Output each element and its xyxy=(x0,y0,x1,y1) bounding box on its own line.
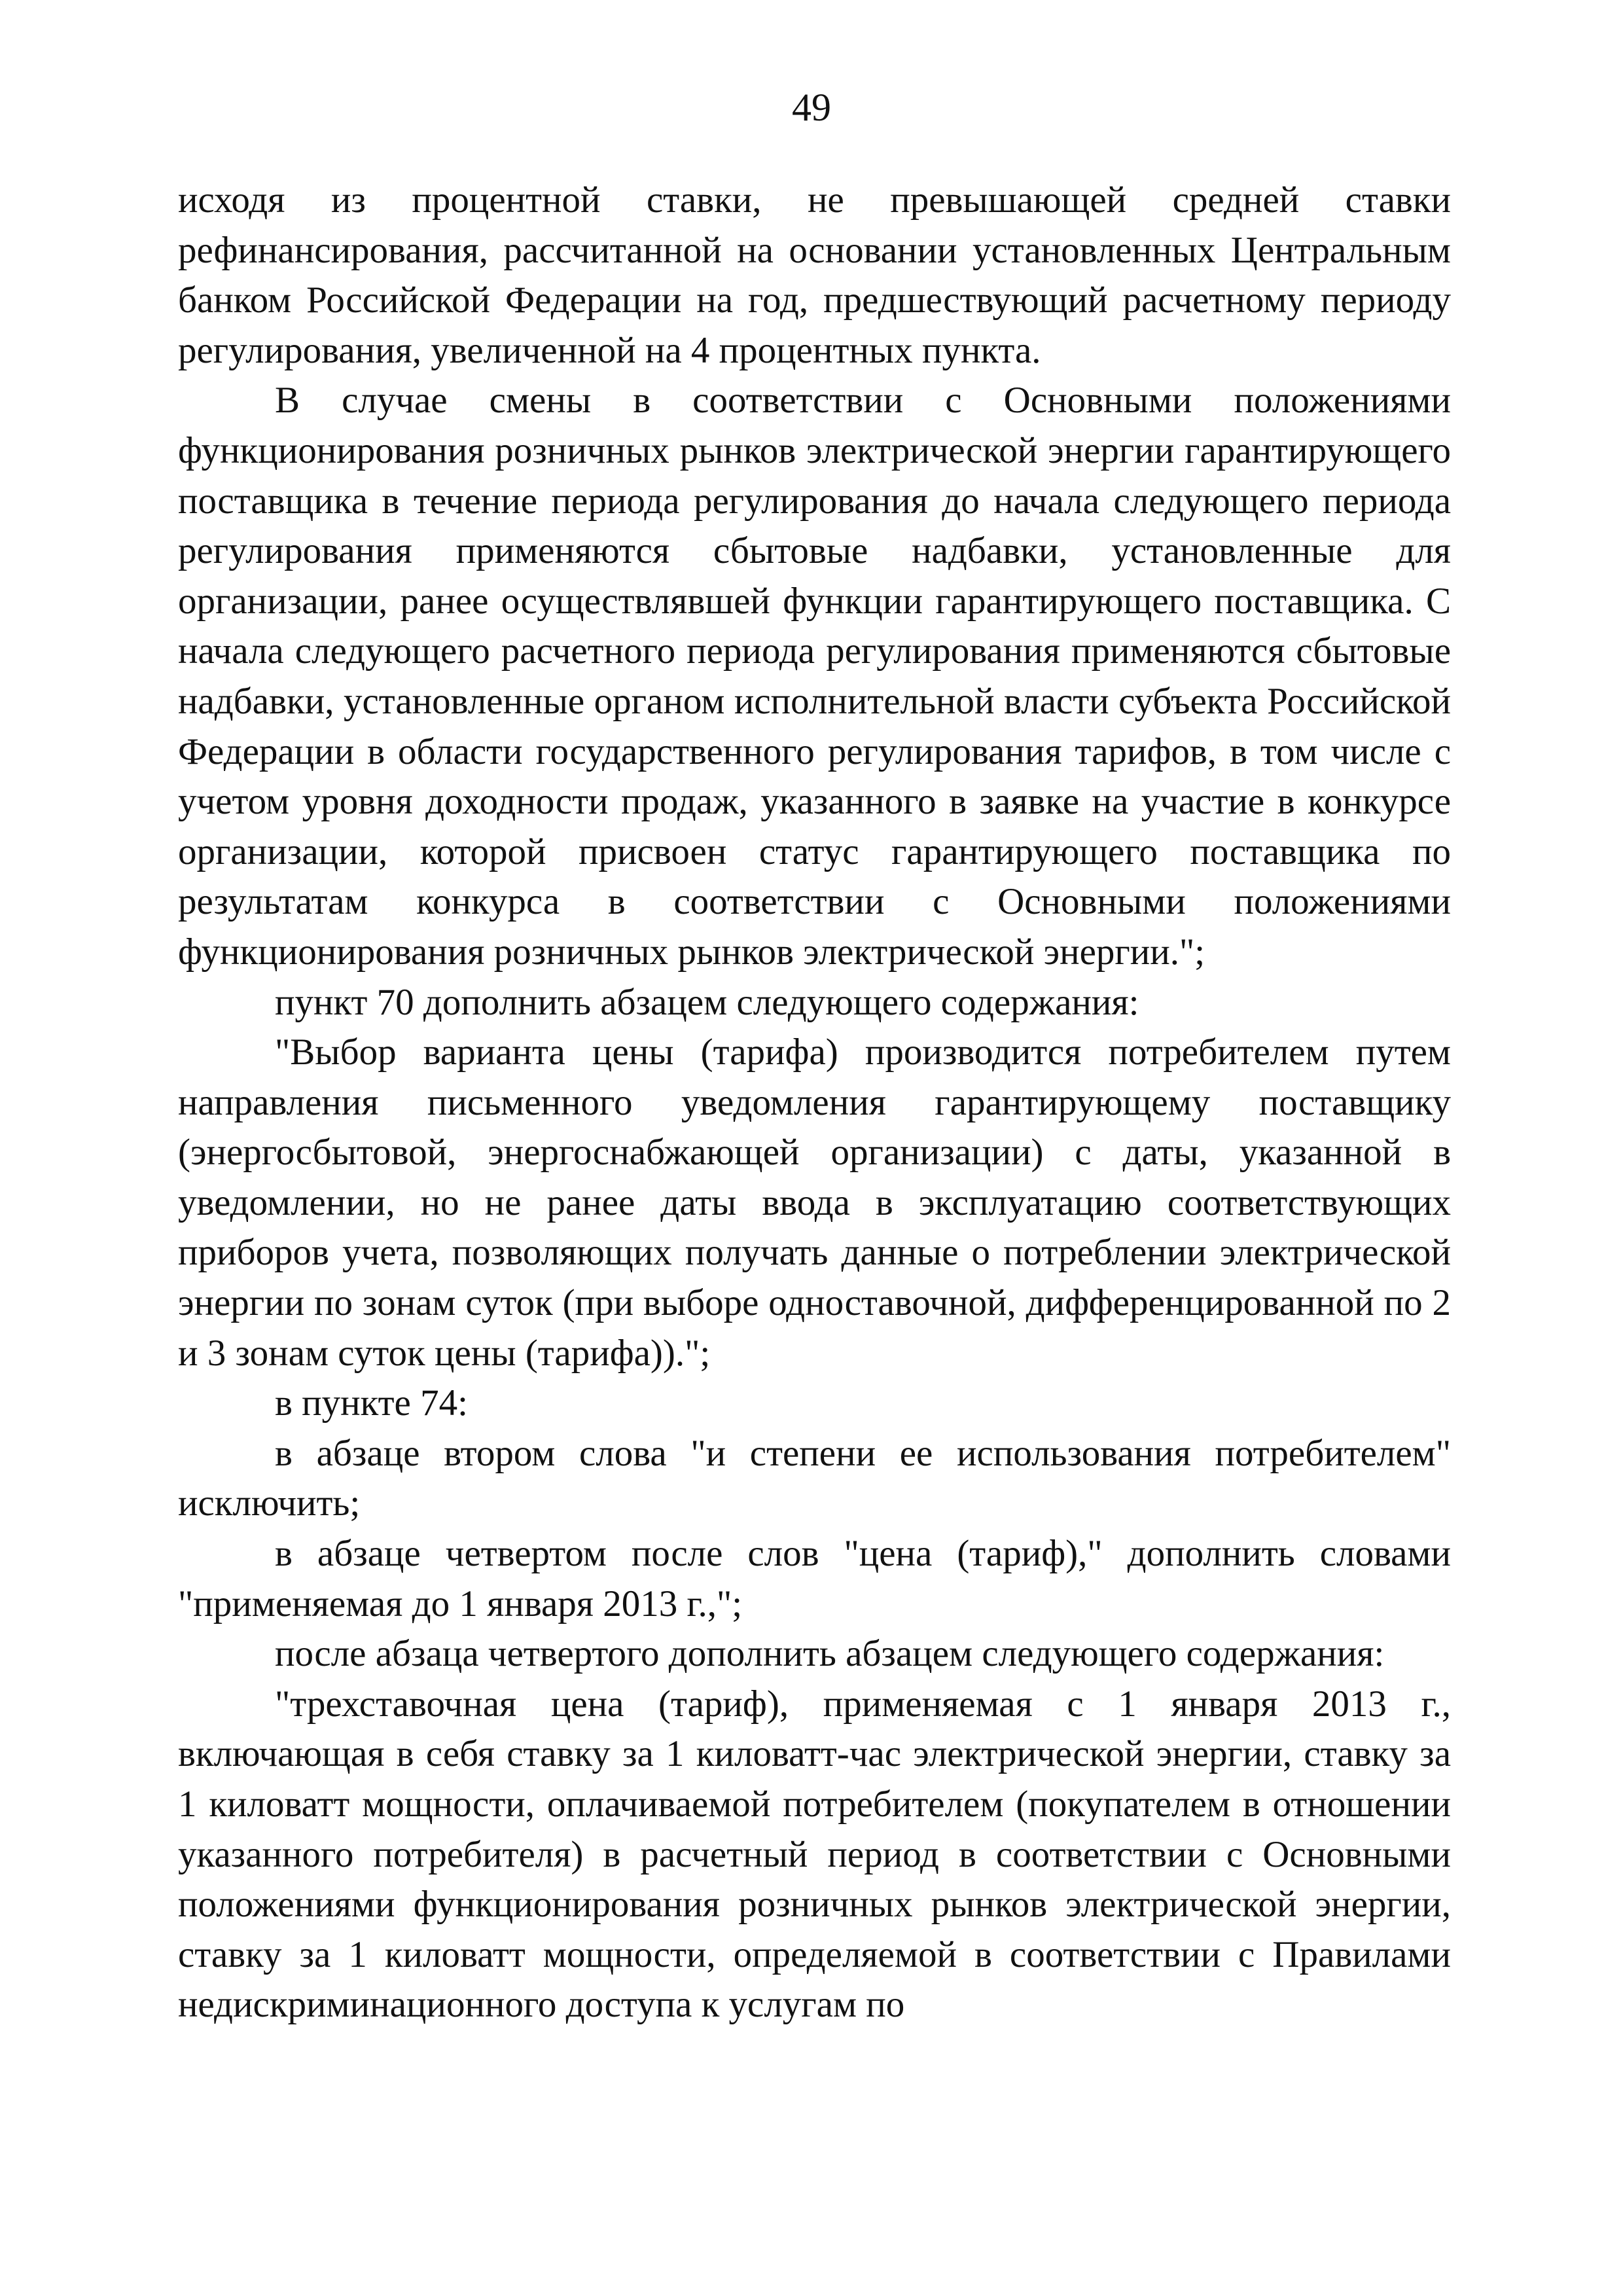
paragraph-second-abzac: в абзаце втором слова "и степени ее использования потребителем" исключить; xyxy=(178,1432,1451,1524)
paragraph-after-fourth: после абзаца четвертого дополнить абзацем следующего содержания: xyxy=(275,1633,1385,1675)
paragraph-continuation: исходя из процентной ставки, не превышающей средней ставки рефинансирования, рассчитанной на основании установленных Центральным банком Российской Федерации на год, предшествующий расчетному периоду регулирования, увеличенной на 4 процентных пункта. xyxy=(178,179,1451,371)
paragraph-tariff-choice: "Выбор варианта цены (тарифа) производится потребителем путем направления письменного уведомления гарантирующему поставщику (энергосбытовой, энергоснабжающей организации) с даты, указанной в уведомлении, но не ранее даты ввода в эксплуатацию соответствующих приборов учета, позволяющих получать данные о потреблении электрической энергии по зонам суток (при выборе одноставочной, дифференцированной по 2 и 3 зонам суток цены (тарифа))."; xyxy=(178,1031,1451,1374)
paragraph-supplier-change: В случае смены в соответствии с Основными положениями функционирования розничных рынков электрической энергии гарантирующего поставщика в течение периода регулирования до начала следующего периода регулирования применяются сбытовые надбавки, установленные для организации, ранее осуществлявшей функции гарантирующего поставщика. С начала следующего расчетного периода регулирования применяются сбытовые надбавки, установленные органом исполнительной власти субъекта Российской Федерации в области государственного регулирования тарифов, в том числе с учетом уровня доходности продаж, указанного в заявке на участие в конкурсе организации, которой присвоен статус гарантирующего поставщика по результатам конкурса в соответствии с Основными положениями функционирования розничных рынков электрической энергии."; xyxy=(178,380,1451,973)
paragraph-three-part-tariff: "трехставочная цена (тариф), применяемая с 1 января 2013 г., включающая в себя ставку за 1 киловатт-час электрической энергии, ставку за 1 киловатт мощности, оплачиваемой потребителем (покупателем в отношении указанного потребителя) в расчетный период в соответствии с Основными положениями функционирования розничных рынков электрической энергии, ставку за 1 киловатт мощности, определяемой в соответствии с Правилами недискриминационного доступа к услугам по xyxy=(178,1683,1451,2026)
page-number: 49 xyxy=(792,86,831,129)
document-body xyxy=(178,175,1451,2030)
paragraph-fourth-abzac: в абзаце четвертом после слов "цена (тариф)," дополнить словами "применяемая до 1 января 2013 г.,"; xyxy=(178,1533,1451,1624)
paragraph-point-74: в пункте 74: xyxy=(275,1382,468,1424)
paragraph-point-70: пункт 70 дополнить абзацем следующего содержания: xyxy=(275,981,1139,1023)
